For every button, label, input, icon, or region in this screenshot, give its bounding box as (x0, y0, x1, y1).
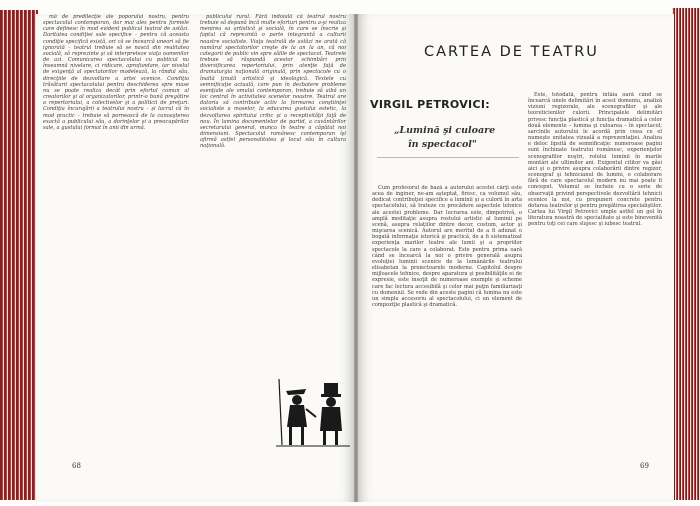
don-quixote-sancho-illustration-icon (276, 369, 350, 451)
book-page-edges-left (0, 10, 38, 500)
book-page-edges-right (672, 8, 700, 500)
left-page (36, 14, 354, 502)
right-page-col2-text: Este, totodată, pentru întâia oară când se încearcă unele delimitări în acest domeniu, analiză viziuni regizorale, ale scenografilor şi ale teoreticienilor culorii. Principalele delimitări privesc funcţia plastică şi funcţia dramatică a celor două elemente – lumina şi culoarea – în spectacol; sarcinile autorului le acordă prin ceea ce el numeşte unitatea vizuală a reprezentaţiei. Analiza e deloc lipsită de semnificaţie: numeroase pagini sunt închinate teatrului românesc, experienţelor scenografilor noştri, rolului luminii în marile montări ale ultimilor ani. Exigentul cititor va găsi aici şi o privire asupra colaborării dintre regizor, scenograf şi tehnicianul de lumini, o colaborare fără de care spectacolul modern nu mai poate fi conceput. Volumul se încheie cu o serie de observaţii privind perspectivele dezvoltării tehnicii scenice la noi, cu propuneri concrete pentru dotarea teatrelor şi pentru pregătirea specialiştilor. Cartea lui Virgil Petrovici umple astfel un gol în literatura noastră de specialitate şi este binevenită pentru toţi cei care slujesc şi iubesc teatrul. (528, 92, 662, 228)
book-title-line-1: „Lumină şi culoare (394, 125, 496, 136)
right-page-col1-text: Cum profesorul de bază a autorului acestei cărţi este acea de inginer, ne-am aşteptat, firesc, ca volumul său, dedicat contribuţiei specifice a luminii şi a culorii în arta spectacolului, să trateze cu precădere aspectele tehnice ale acestei probleme. Dar lucrarea este, dimpotrivă, o amplă meditaţie asupra rostului artistic al luminii pe scenă, asupra relaţiilor dintre decor, costum, actor şi mişcarea scenică. Autorul are meritul de a fi adunat o bogată informaţie istorică şi practică, de a fi sistematizat experienţa marilor teatre ale lumii şi a propriilor spectacole la care a colaborat. Este pentru prima oară când se încearcă la noi o privire generală asupra evoluţiei luminii scenice de la lumânările teatrului elisabetan la proiectoarele moderne. Capitolul despre mijloacele tehnice, despre aparatura şi posibilităţile ei de expresie, este însoţit de numeroase exemple şi scheme care fac lectura accesibilă şi celor mai puţin familiarizaţi cu domeniul. Se vede din aceste pagini că lumina nu este un simplu accesoriu al spectacolului, ci un element de compoziţie plastică şi dramatică. (372, 185, 522, 308)
right-page-column-2 (528, 92, 662, 448)
left-page-col2-text: publicului rural. Fără îndoială că teatrul nostru trebuie să depună încă multe eforturi pentru a-şi realiza menirea sa artistică şi socială, în care se înscrie şi faptul că reprezintă o parte integrantă a culturii noastre socialiste. Viaţa teatrală de astăzi ne arată că numărul spectatorilor creşte de la an la an, că noi categorii de public vin spre sălile de spectacol. Teatrele trebuie să răspundă acestor schimbări prin diversificarea repertoriului, prin atenţie faţă de dramaturgia naţională originală, prin spectacole cu o înaltă ţinută artistică şi ideologică. Textele cu semnificaţie actuală, care pun în dezbatere probleme esenţiale ale omului contemporan, trebuie să aibă un loc central în activitatea scenelor noastre. Teatrul are datoria să contribuie activ la formarea conştiinţei socialiste a maselor, la educarea gustului estetic, la dezvoltarea spiritului critic şi a receptivităţii faţă de nou. În lumina documentelor de partid, a cuvântărilor secretarului general, munca în teatre a căpătat noi dimensiuni. Spectacolul românesc contemporan îşi afirmă astfel personalitatea şi locul său în cultura naţională. (200, 14, 346, 150)
left-page-col1-text: mă de predilecţie ale poporului nostru, pentru spectacolul contemporan, dar mai ales pentru formele care definesc în mod evident publicul teatral de astăzi. Daritatea condiţiei sale specifice – pentru că aceasta condiţie specifică există, ori că se încearcă uneori să fie ignorată – teatrul trebuie să se nască din realitatea socială, să reprezinte şi să interpreteze viaţa oamenilor de azi. Comunicarea spectacolului cu publicul nu înseamnă nivelare, ci ridicare, aprofundare, iar nivelul de exigenţă al spectatorilor modelează, la rândul său, direcţiile de dezvoltare a artei scenice. Condiţia trăsăturii spectacolului pentru deschiderea spre mase nu se poate realiza decât prin efortul comun al creatorilor şi al organizatorilor, printr-o bună pregătire a repertoriului, a colectivelor şi a politicii de preţuri. Condiţia încurajării a teatrului nostru – şi lucrul că în mod practic – trebuie să pornească de la cunoaşterea exactă a publicului său, a dorinţelor şi a preocupărilor sale, a gustului format în anii din urmă. (43, 14, 189, 131)
left-page-column-1 (43, 14, 189, 458)
section-title: CARTEA DE TEATRU (424, 44, 599, 60)
book-author: VIRGIL PETROVICI: (370, 98, 490, 111)
left-page-column-2 (200, 14, 346, 352)
left-page-number: 68 (72, 462, 81, 470)
book-title (394, 124, 495, 152)
title-divider (377, 157, 519, 158)
book-title-line-2: în spectacol" (408, 139, 477, 150)
right-page-number: 69 (640, 462, 649, 470)
right-page-column-1 (372, 185, 522, 447)
